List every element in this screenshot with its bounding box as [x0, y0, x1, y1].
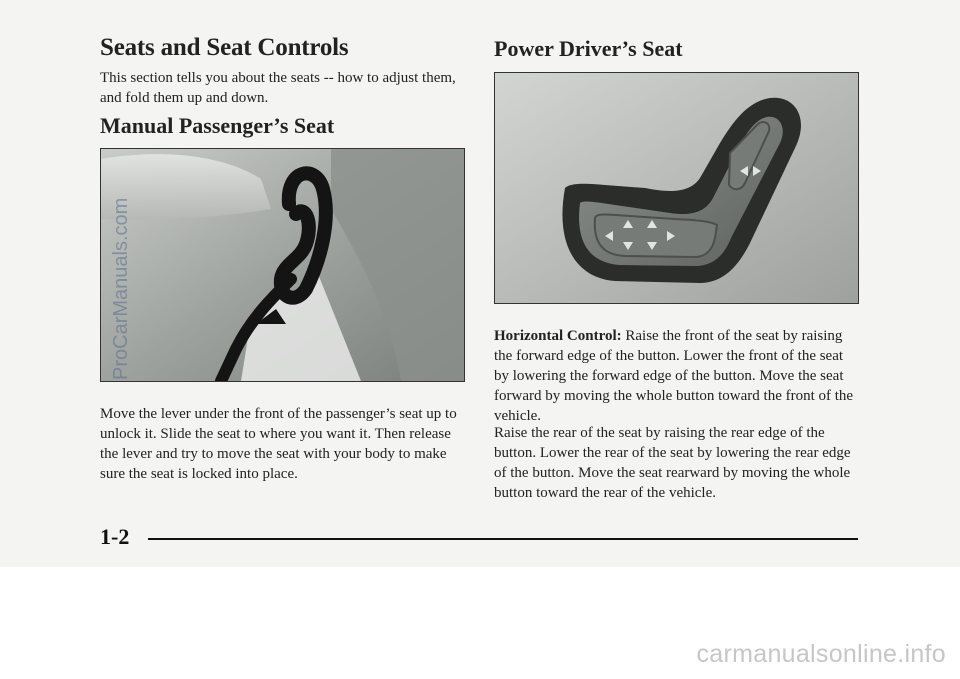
manual-passenger-seat-text: Move the lever under the front of the passenger’s seat up to unlock it. Slide the seat to where you want it. Then release the lever and try to move the seat with your body to make sure the seat is locked into place.: [100, 406, 457, 482]
page-number: 1-2: [100, 524, 130, 549]
power-driver-seat-heading: Power Driver’s Seat: [494, 36, 683, 61]
seat-switch-illustration: [495, 73, 858, 303]
footer-rule: [148, 538, 858, 540]
horizontal-control-text: [494, 326, 859, 426]
section-intro: This section tells you about the seats -- how to adjust them, and fold them up and down.: [100, 70, 456, 106]
horizontal-control-description: Raise the front of the seat by raising the forward edge of the button. Lower the front of the seat by lowering the forward edge of the button. Move the seat forward by moving the whole button toward the front of the vehicle.: [494, 328, 854, 424]
horizontal-control-label: Horizontal Control:: [494, 328, 622, 344]
seat-lever-illustration: [101, 149, 464, 381]
rear-control-text: Raise the rear of the seat by raising the rear edge of the button. Lower the rear of the seat by lowering the rear edge of the button. Move the seat rearward by moving the whole button toward the rear of the vehicle.: [494, 425, 851, 501]
section-title: Seats and Seat Controls: [100, 34, 349, 61]
manual-passenger-seat-heading: Manual Passenger’s Seat: [100, 113, 335, 138]
side-watermark: ProCarManuals.com: [110, 197, 132, 380]
power-seat-control-photo: [494, 72, 859, 304]
passenger-seat-lever-photo: [100, 148, 465, 382]
bottom-watermark: carmanualsonline.info: [696, 640, 946, 668]
